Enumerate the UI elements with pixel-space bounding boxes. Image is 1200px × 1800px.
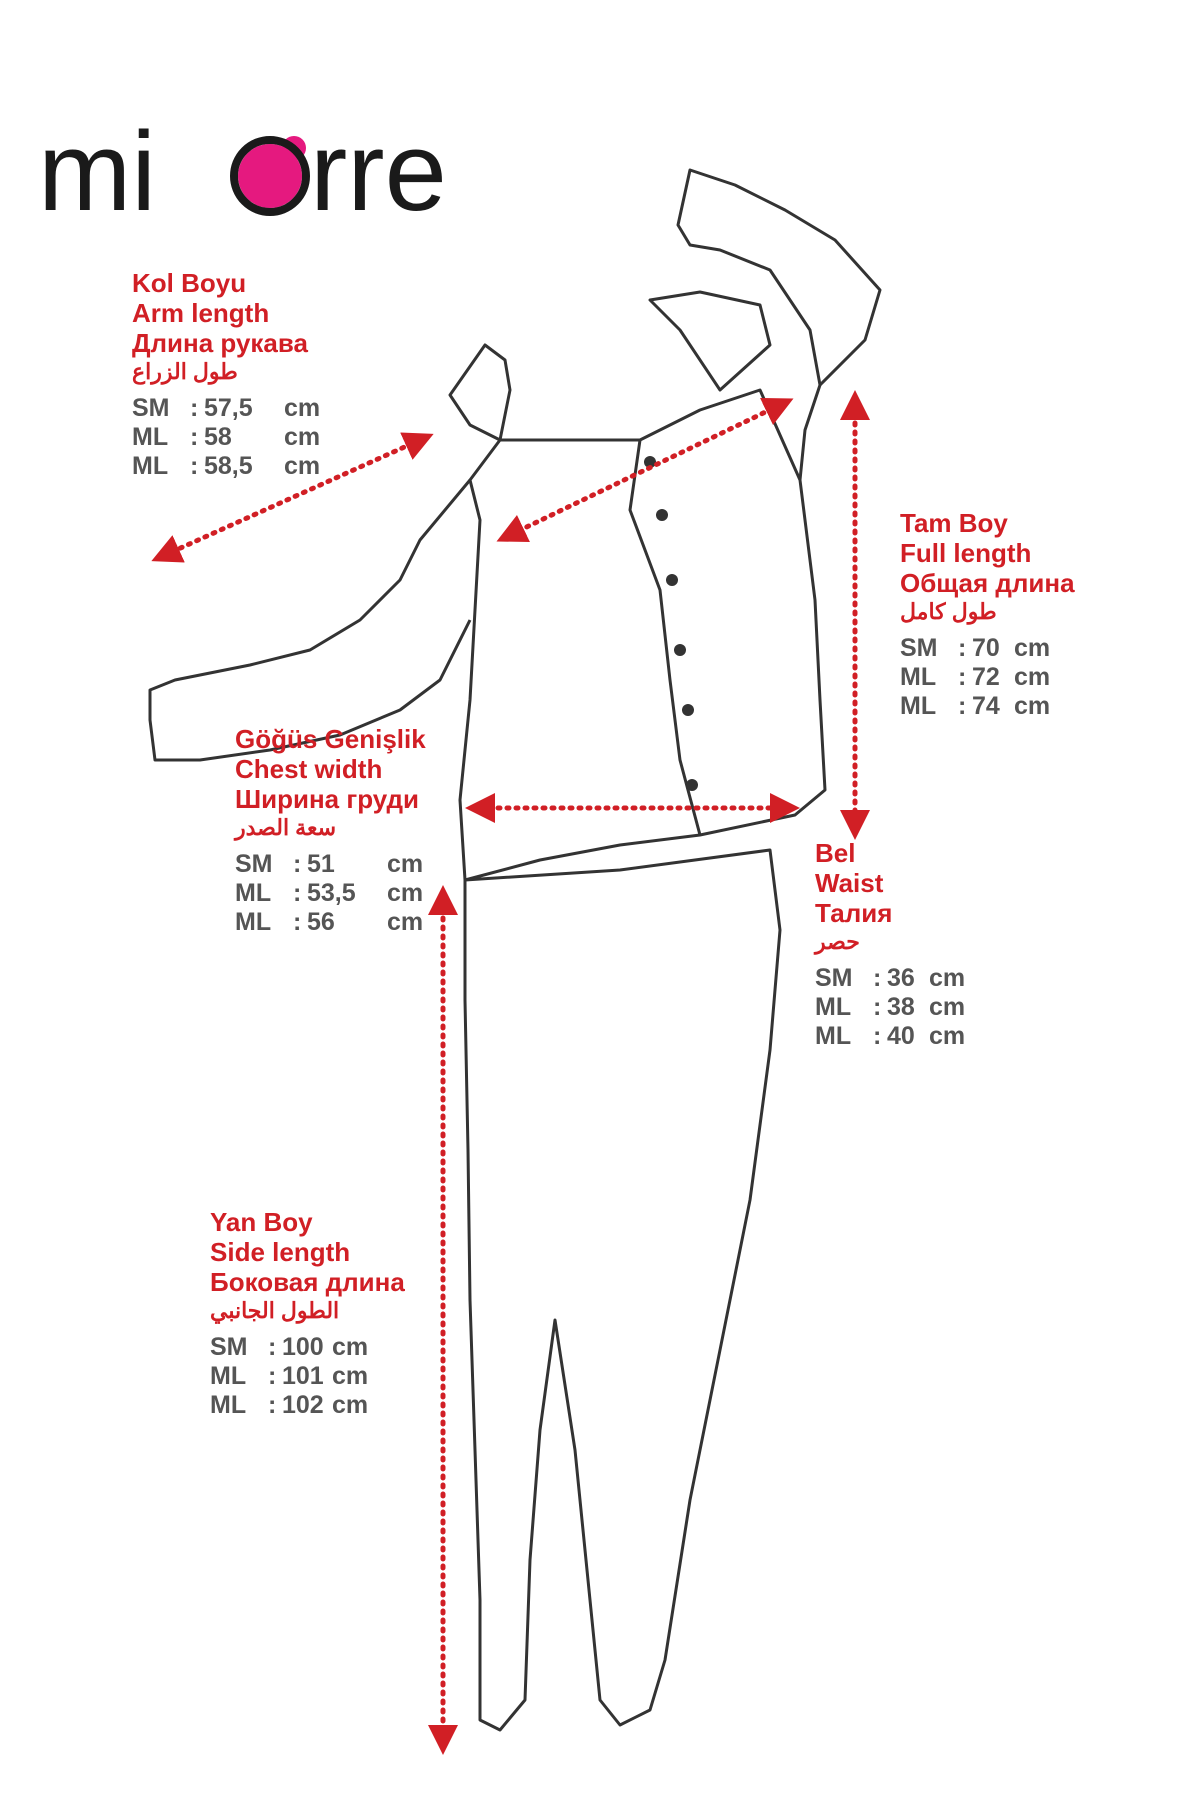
- size-row: SM : 36 cm: [815, 964, 966, 992]
- full-label-ar: طول كامل: [900, 599, 997, 624]
- chest-label-en: Chest width: [235, 754, 383, 784]
- chest-label-tr: Göğüs Genişlik: [235, 724, 426, 754]
- full-length-block: [900, 508, 1075, 721]
- waist-label-ru: Талия: [815, 898, 893, 928]
- size-row: ML : 74 cm: [900, 692, 1051, 720]
- size-row: ML : 58,5 cm: [132, 452, 321, 480]
- size-row: ML : 56 cm: [235, 908, 424, 936]
- chest-width-block: [235, 724, 426, 937]
- size-row: ML : 58 cm: [132, 423, 321, 451]
- arm-label-ar: طول الزراع: [132, 359, 238, 384]
- full-label-tr: Tam Boy: [900, 508, 1008, 538]
- arm-label-en: Arm length: [132, 298, 270, 328]
- size-row: ML : 40 cm: [815, 1022, 966, 1050]
- waist-label-en: Waist: [815, 868, 884, 898]
- size-row: SM : 57,5 cm: [132, 394, 321, 422]
- side-label-ru: Боковая длина: [210, 1267, 405, 1297]
- side-label-ar: الطول الجانبي: [210, 1298, 340, 1323]
- side-label-en: Side length: [210, 1237, 351, 1267]
- arm-label-ru: Длина рукава: [132, 328, 308, 358]
- measurement-arrows: [165, 405, 855, 1740]
- size-row: SM : 70 cm: [900, 634, 1051, 662]
- waist-label-ar: حصر: [815, 929, 860, 954]
- logo-text-left: mi: [38, 118, 157, 228]
- waist-block: [815, 838, 965, 1051]
- size-row: SM : 100 cm: [210, 1333, 369, 1361]
- full-label-ru: Общая длина: [900, 568, 1075, 598]
- chest-label-ru: Ширина груди: [235, 784, 420, 814]
- size-row: ML : 53,5 cm: [235, 879, 424, 907]
- side-label-tr: Yan Boy: [210, 1207, 313, 1237]
- arm-label-tr: Kol Boyu: [132, 268, 247, 298]
- size-row: ML : 38 cm: [815, 993, 966, 1021]
- logo-text-right: rre: [310, 118, 447, 228]
- waist-label-tr: Bel: [815, 838, 856, 868]
- chest-label-ar: سعة الصدر: [235, 815, 337, 840]
- size-row: ML : 101 cm: [210, 1362, 369, 1390]
- size-row: SM : 51 cm: [235, 850, 424, 878]
- arm-length-block: [132, 268, 320, 481]
- side-length-block: [210, 1207, 405, 1420]
- full-label-en: Full length: [900, 538, 1032, 568]
- size-row: ML : 72 cm: [900, 663, 1051, 691]
- chest-diagonal-arrow: [510, 405, 780, 535]
- size-row: ML : 102 cm: [210, 1391, 369, 1419]
